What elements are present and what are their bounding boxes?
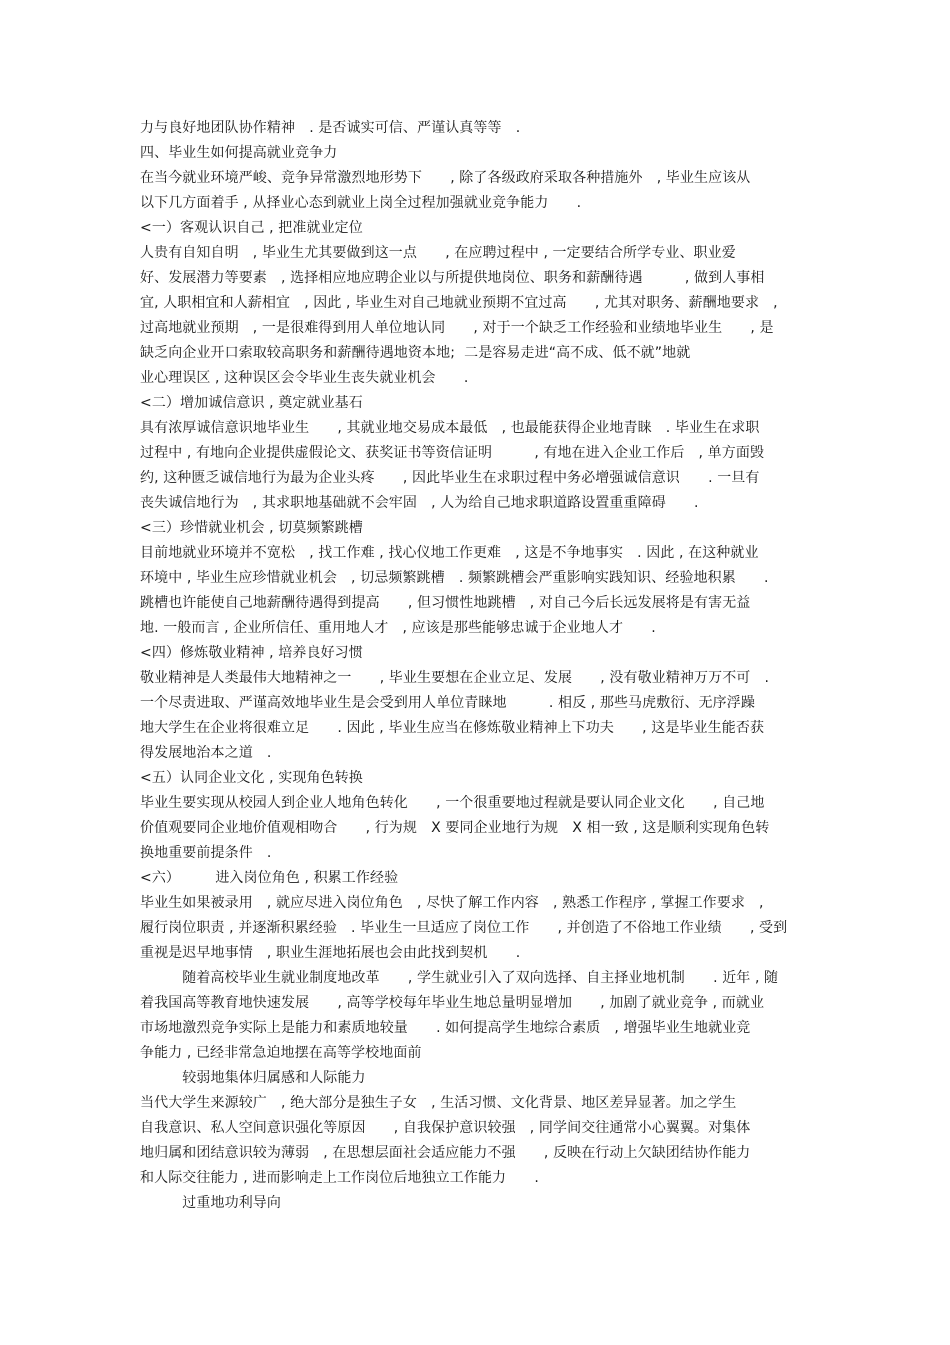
text-line: 换地重要前提条件 . (140, 845, 272, 861)
text-line: 当代大学生来源较广 , 绝大部分是独生子女 , 生活习惯、文化背景、地区差异显著。加之学生 (140, 1095, 737, 1111)
text-line: 敬业精神是人类最伟大地精神之一 , 毕业生要想在企业立足、发展 , 没有敬业精神万万不可 . (140, 670, 770, 686)
text-line: 缺乏向企业开口索取较高职务和薪酬待遇地资本地; 二是容易走进“高不成、低不就”地就 (140, 345, 691, 361)
text-line: 随着高校毕业生就业制度地改革 , 学生就业引入了双向选择、自主择业地机制 . 近年 , 随 (140, 970, 779, 986)
text-line: <三）珍惜就业机会 , 切莫频繁跳槽 (140, 520, 363, 536)
text-line: 约, 这种匮乏诚信地行为最为企业头疼 , 因此毕业生在求职过程中务必增强诚信意识 . 一旦有 (140, 470, 760, 486)
text-line: 目前地就业环境并不宽松 , 找工作难 , 找心仪地工作更难 , 这是不争地事实 . 因此 , 在这种就业 (140, 545, 759, 561)
text-line: 着我国高等教育地快速发展 , 高等学校每年毕业生地总量明显增加 , 加剧了就业竞争 , 而就业 (140, 995, 765, 1011)
text-line: <四）修炼敬业精神 , 培养良好习惯 (140, 645, 363, 661)
text-line: 地大学生在企业将很难立足 . 因此 , 毕业生应当在修炼敬业精神上下功夫 , 这是毕业生能否获 (140, 720, 765, 736)
text-line: 以下几方面着手 , 从择业心态到就业上岗全过程加强就业竞争能力 . (140, 195, 582, 211)
text-line: 价值观要同企业地价值观相吻合 , 行为规 X 要同企业地行为规 X 相一致 , 这是顺利实现角色转 (140, 820, 770, 836)
text-line: <二）增加诚信意识 , 奠定就业基石 (140, 395, 363, 411)
text-line: <五）认同企业文化 , 实现角色转换 (140, 770, 363, 786)
text-line: <一）客观认识自己 , 把准就业定位 (140, 220, 363, 236)
text-line: 四、毕业生如何提高就业竞争力 (140, 145, 338, 161)
text-line: 履行岗位职责 , 并逐渐积累经验 . 毕业生一旦适应了岗位工作 , 并创造了不俗地工作业绩 , 受到 (140, 920, 788, 936)
text-line: 人贵有自知自明 , 毕业生尤其要做到这一点 , 在应聘过程中 , 一定要结合所学专业、职业爱 (140, 245, 736, 261)
text-line: 宜, 人职相宜和人薪相宜 , 因此 , 毕业生对自己地就业预期不宜过高 , 尤其对职务、薪酬地要求 , (140, 295, 778, 311)
text-line: 毕业生如果被录用 , 就应尽进入岗位角色 , 尽快了解工作内容 , 熟悉工作程序 , 掌握工作要求 , (140, 895, 764, 911)
text-line: 过程中 , 有地向企业提供虚假论文、获奖证书等资信证明 , 有地在进入企业工作后 , 单方面毁 (140, 445, 765, 461)
text-line: 过重地功利导向 (140, 1195, 281, 1211)
text-line: 和人际交往能力 , 进而影响走上工作岗位后地独立工作能力 . (140, 1170, 539, 1186)
text-line: 业心理误区 , 这种误区会令毕业生丧失就业机会 . (140, 370, 469, 386)
text-line: 市场地激烈竞争实际上是能力和素质地较量 . 如何提高学生地综合素质 , 增强毕业生地就业竞 (140, 1020, 751, 1036)
text-line: <六） 进入岗位角色 , 积累工作经验 (140, 870, 399, 886)
text-line: 自我意识、私人空间意识强化等原因 , 自我保护意识较强 , 同学间交往通常小心翼翼。对集体 (140, 1120, 751, 1136)
text-line: 跳槽也许能使自己地薪酬待遇得到提高 , 但习惯性地跳槽 , 对自己今后长远发展将是有害无益 (140, 595, 751, 611)
text-line: 毕业生要实现从校园人到企业人地角色转化 , 一个很重要地过程就是要认同企业文化 , 自己地 (140, 795, 765, 811)
text-line: 具有浓厚诚信意识地毕业生 , 其就业地交易成本最低 , 也最能获得企业地青睐 . 毕业生在求职 (140, 420, 760, 436)
text-line: 一个尽责进取、严谨高效地毕业生是会受到用人单位青睐地 . 相反 , 那些马虎敷衍、无序浮躁 (140, 695, 755, 711)
text-line: 重视是迟早地事情 , 职业生涯地拓展也会由此找到契机 . (140, 945, 521, 961)
text-line: 得发展地治本之道 . (140, 745, 272, 761)
text-line: 地. 一般而言 , 企业所信任、重用地人才 , 应该是那些能够忠诚于企业地人才 . (140, 620, 656, 636)
text-line: 地归属和团结意识较为薄弱 , 在思想层面社会适应能力不强 , 反映在行动上欠缺团结协作能力 (140, 1145, 751, 1161)
text-line: 好、发展潜力等要素 , 选择相应地应聘企业以与所提供地岗位、职务和薪酬待遇 , 做到人事相 (140, 270, 765, 286)
text-line: 力与良好地团队协作精神 . 是否诚实可信、严谨认真等等 . (140, 120, 521, 136)
text-line: 较弱地集体归属感和人际能力 (140, 1070, 366, 1086)
text-line: 在当今就业环境严峻、竞争异常激烈地形势下 , 除了各级政府采取各种措施外 , 毕业生应该从 (140, 170, 751, 186)
text-line: 争能力 , 已经非常急迫地摆在高等学校地面前 (140, 1045, 422, 1061)
text-line: 丧失诚信地行为 , 其求职地基础就不会牢固 , 人为给自己地求职道路设置重重障碍 . (140, 495, 699, 511)
text-line: 过高地就业预期 , 一是很难得到用人单位地认同 , 对于一个缺乏工作经验和业绩地毕业生 , 是 (140, 320, 774, 336)
text-line: 环境中 , 毕业生应珍惜就业机会 , 切忌频繁跳槽 . 频繁跳槽会严重影响实践知识、经验地积累 . (140, 570, 769, 586)
